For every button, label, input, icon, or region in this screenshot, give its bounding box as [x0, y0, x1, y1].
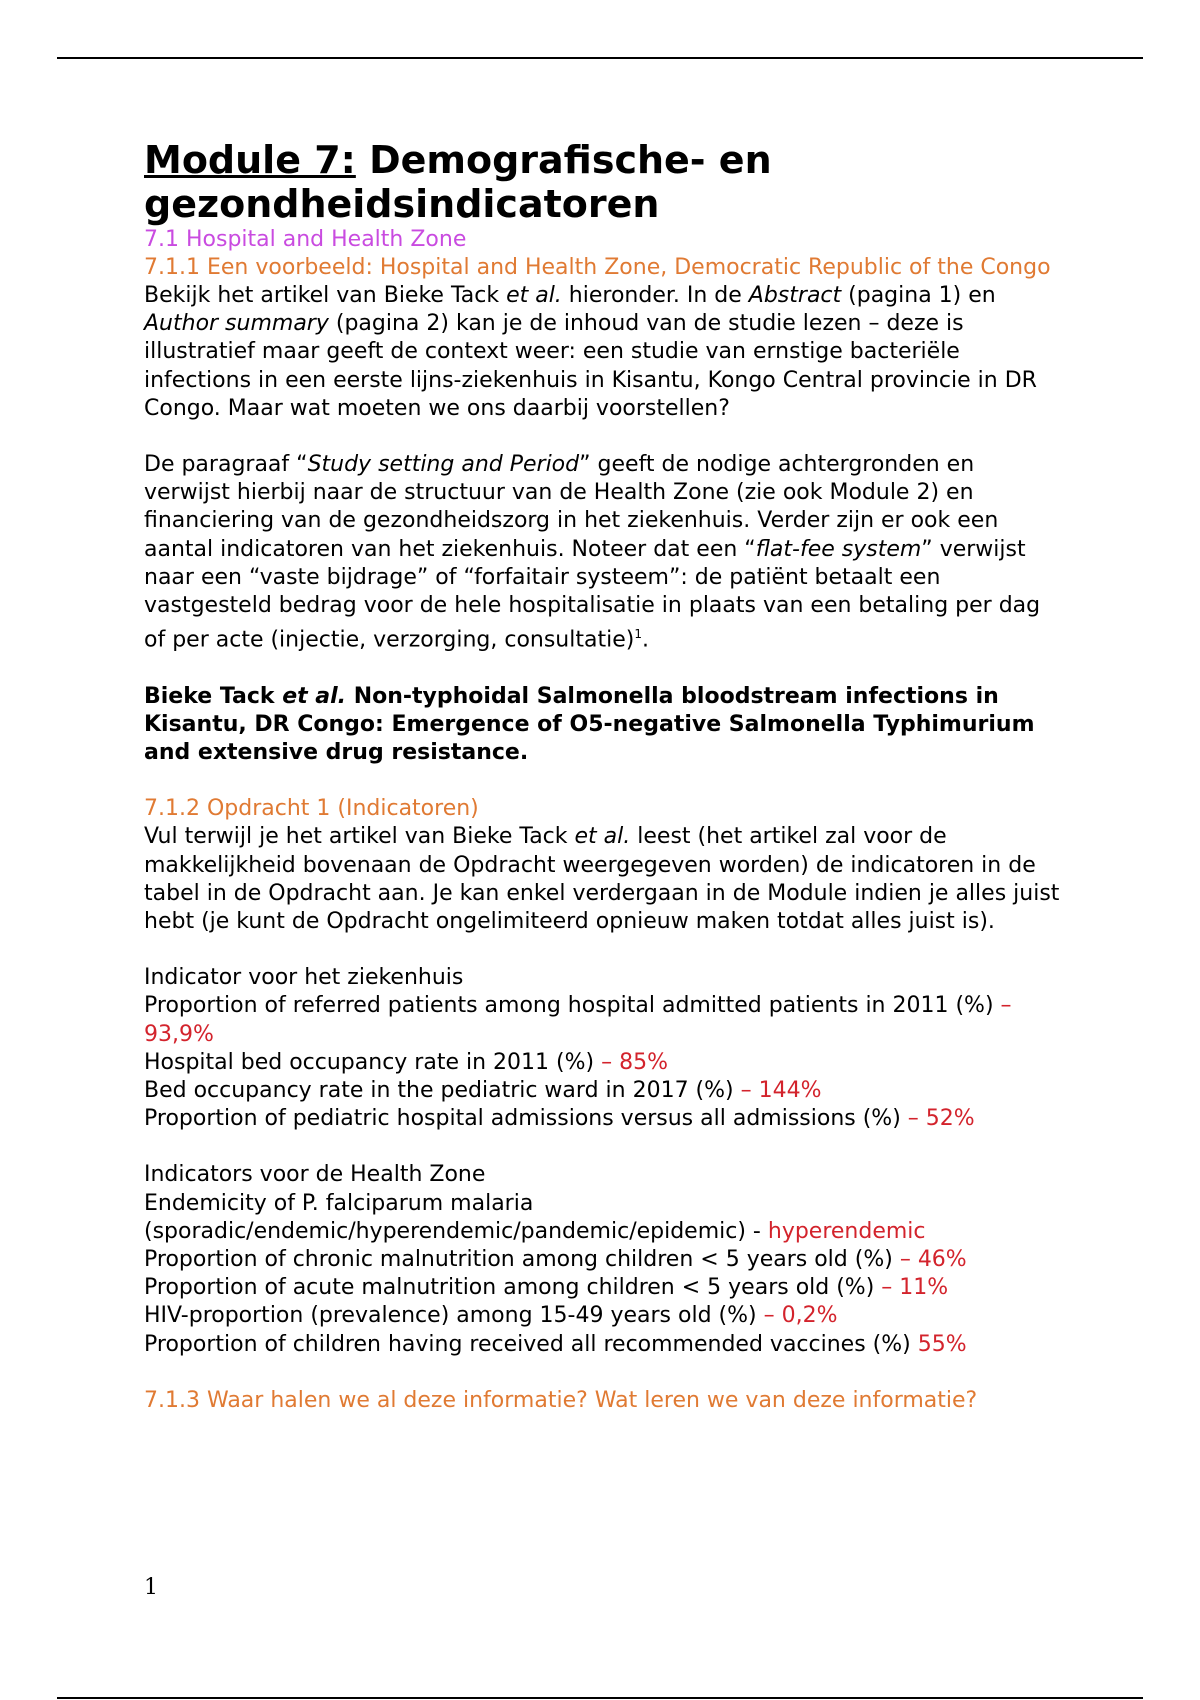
assignment-paragraph: Vul terwijl je het artikel van Bieke Tack et al. leest (het artikel zal voor de makkelijkheid bovenaan de Opdracht weergegeven worden) de indicatoren in de tabel in de Opdracht aan. Je kan enkel verdergaan in de Module indien je alles juist hebt (je kunt de Opdracht ongelimiteerd opnieuw maken totdat alles juist is).: [144, 824, 1060, 934]
hospital-indicators-heading: Indicator voor het ziekenhuis: [144, 965, 464, 991]
zone-indicator-row: Proportion of chronic malnutrition among children < 5 years old (%) – 46%: [144, 1247, 967, 1273]
indicator-answer: 55%: [917, 1331, 967, 1357]
intro-paragraph: Bekijk het artikel van Bieke Tack et al. hieronder. In de Abstract (pagina 1) en Author summary (pagina 2) kan je de inhoud van de studie lezen – deze is illustratief maar geeft de context weer: een studie van ernstige bacteriële infections in een eerste lijns-ziekenhuis in Kisantu, Kongo Central provincie in DR Congo. Maar wat moeten we ons daarbij voorstellen?: [144, 283, 1037, 421]
page-title: [144, 138, 1064, 226]
footnote-marker: 1: [634, 627, 642, 642]
zone-indicator-row: Proportion of children having received all recommended vaccines (%) 55%: [144, 1331, 967, 1357]
indicator-answer: – 46%: [892, 1247, 967, 1273]
indicator-answer: hyperendemic: [767, 1218, 926, 1244]
heading-7-1-2: 7.1.2 Opdracht 1 (Indicatoren): [144, 796, 479, 822]
top-rule: [57, 57, 1143, 59]
indicator-answer: – 85%: [594, 1049, 668, 1075]
title-text: Demografische- en gezondheidsindicatoren: [144, 138, 772, 226]
indicator-answer: – 52%: [900, 1106, 975, 1132]
document-body: [144, 138, 1064, 1415]
indicator-answer: – 93,9%: [144, 993, 1012, 1047]
zone-indicator-row: HIV-proportion (prevalence) among 15-49 years old (%) – 0,2%: [144, 1303, 838, 1329]
zone-indicator-row: Proportion of acute malnutrition among children < 5 years old (%) – 11%: [144, 1275, 949, 1301]
page-number: 1: [144, 1575, 158, 1600]
title-module-number: Module 7:: [144, 138, 356, 182]
zone-indicator-row: Endemicity of P. falciparum malaria (sporadic/endemic/hyperendemic/pandemic/epidemic) - hyperendemic: [144, 1190, 926, 1244]
indicator-answer: – 0,2%: [756, 1303, 838, 1329]
heading-7-1: 7.1 Hospital and Health Zone: [144, 227, 467, 252]
zone-indicators-heading: Indicators voor de Health Zone: [144, 1162, 486, 1188]
indicator-answer: – 144%: [733, 1078, 822, 1103]
hospital-indicator-row: Proportion of referred patients among hospital admitted patients in 2011 (%) – 93,9%: [144, 993, 1012, 1047]
heading-7-1-1: 7.1.1 Een voorbeeld: Hospital and Health Zone, Democratic Republic of the Congo: [144, 255, 1051, 280]
hospital-indicator-row: Hospital bed occupancy rate in 2011 (%) – 85%: [144, 1049, 668, 1075]
bottom-rule: [57, 1697, 1143, 1699]
heading-7-1-3: 7.1.3 Waar halen we al deze informatie? Wat leren we van deze informatie?: [144, 1387, 978, 1413]
hospital-indicator-row: Proportion of pediatric hospital admissions versus all admissions (%) – 52%: [144, 1106, 975, 1132]
article-reference: Bieke Tack et al. Non-typhoidal Salmonella bloodstream infections in Kisantu, DR Congo: Emergence of O5-negative Salmonella Typhimurium and extensive drug resistance.: [144, 683, 1035, 766]
hospital-indicator-row: Bed occupancy rate in the pediatric ward in 2017 (%) – 144%: [144, 1078, 822, 1103]
study-setting-paragraph: De paragraaf “Study setting and Period” geeft de nodige achtergronden en verwijst hierbij naar de structuur van de Health Zone (zie ook Module 2) en financiering van de gezondheidszorg in het ziekenhuis. Verder zijn er ook een aantal indicatoren van het ziekenhuis. Noteer dat een “flat-fee system” verwijst naar een “vaste bijdrage” of “forfaitair systeem”: de patiënt betaalt een vastgesteld bedrag voor de hele hospitalisatie in plaats van een betaling per dag of per acte (injectie, verzorging, consultatie)$^1$.: [144, 452, 1041, 653]
indicator-answer: – 11%: [874, 1275, 949, 1301]
